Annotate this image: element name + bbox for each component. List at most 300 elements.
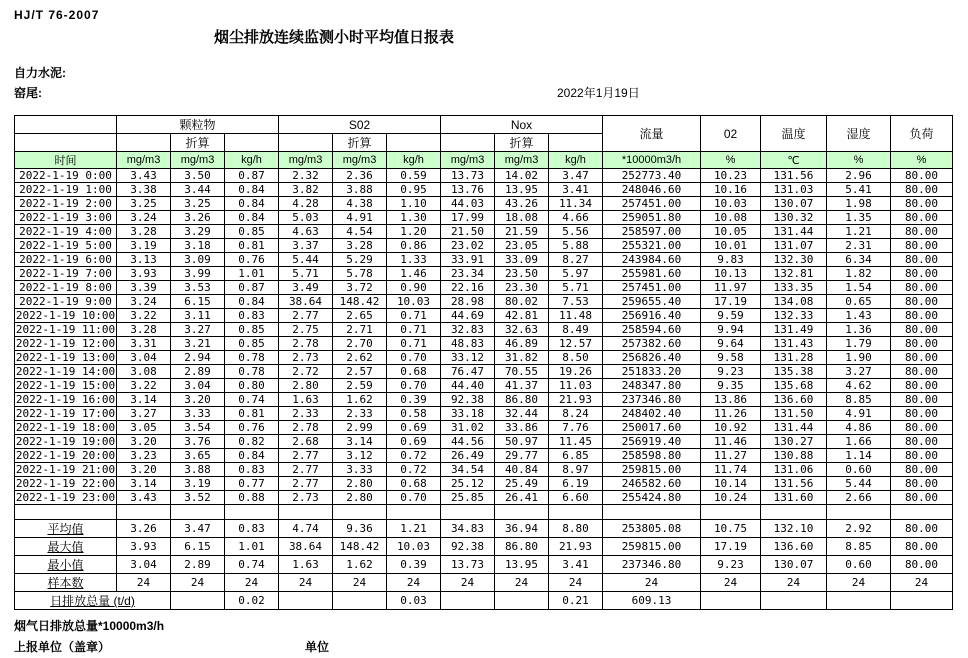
value-cell: 250017.60: [603, 421, 701, 435]
value-cell: 4.38: [333, 197, 387, 211]
col-header-temperature: 温度: [761, 116, 827, 152]
data-row: [15, 225, 953, 239]
value-cell: 0.95: [387, 183, 441, 197]
value-cell: 3.93: [117, 267, 171, 281]
summary-value-cell: 0.83: [225, 520, 279, 538]
value-cell: 0.70: [387, 351, 441, 365]
value-cell: 26.41: [495, 491, 549, 505]
value-cell: 80.00: [891, 239, 953, 253]
value-cell: 42.81: [495, 309, 549, 323]
value-cell: 256919.40: [603, 435, 701, 449]
value-cell: 33.18: [441, 407, 495, 421]
summary-value-cell: 24: [549, 574, 603, 592]
time-cell: 2022-1-19 13:00: [15, 351, 116, 364]
value-cell: 7.76: [549, 421, 603, 435]
value-cell: 131.44: [761, 421, 827, 435]
value-cell: 21.59: [495, 225, 549, 239]
daily-total-value-cell: [441, 592, 495, 610]
empty-cell: [891, 505, 953, 520]
value-cell: 3.82: [279, 183, 333, 197]
value-cell: 2.77: [279, 449, 333, 463]
summary-value-cell: 1.63: [279, 556, 333, 574]
value-cell: 14.02: [495, 169, 549, 183]
value-cell: 0.86: [387, 239, 441, 253]
value-cell: 3.41: [549, 183, 603, 197]
value-cell: 32.83: [441, 323, 495, 337]
value-cell: 2.89: [171, 365, 225, 379]
value-cell: 3.22: [117, 379, 171, 393]
value-cell: 17.19: [701, 295, 761, 309]
data-row: [15, 337, 953, 351]
value-cell: 1.79: [827, 337, 891, 351]
value-cell: 2.36: [333, 169, 387, 183]
value-cell: 130.07: [761, 197, 827, 211]
value-cell: 10.03: [387, 295, 441, 309]
value-cell: 0.78: [225, 351, 279, 365]
daily-total-label-cell: 日排放总量 (t/d): [15, 592, 171, 610]
value-cell: 255321.00: [603, 239, 701, 253]
data-row: [15, 393, 953, 407]
value-cell: 80.00: [891, 393, 953, 407]
time-cell: 2022-1-19 14:00: [15, 365, 116, 378]
value-cell: 0.71: [387, 323, 441, 337]
value-cell: 1.66: [827, 435, 891, 449]
summary-row: [15, 574, 953, 592]
value-cell: 11.27: [701, 449, 761, 463]
summary-value-cell: 253805.08: [603, 520, 701, 538]
value-cell: 6.85: [549, 449, 603, 463]
value-cell: 132.81: [761, 267, 827, 281]
value-cell: 5.71: [549, 281, 603, 295]
value-cell: 8.24: [549, 407, 603, 421]
value-cell: 3.50: [171, 169, 225, 183]
value-cell: 70.55: [495, 365, 549, 379]
value-cell: 10.24: [701, 491, 761, 505]
value-cell: 3.26: [171, 211, 225, 225]
table-header: [15, 116, 953, 169]
value-cell: 31.82: [495, 351, 549, 365]
value-cell: 3.44: [171, 183, 225, 197]
time-cell: 2022-1-19 15:00: [15, 379, 116, 392]
value-cell: 1.98: [827, 197, 891, 211]
value-cell: 80.00: [891, 197, 953, 211]
value-cell: 8.97: [549, 463, 603, 477]
summary-row: [15, 556, 953, 574]
value-cell: 2.57: [333, 365, 387, 379]
value-cell: 13.73: [441, 169, 495, 183]
value-cell: 0.87: [225, 169, 279, 183]
value-cell: 21.93: [549, 393, 603, 407]
value-cell: 33.12: [441, 351, 495, 365]
time-cell: 2022-1-19 10:00: [15, 309, 116, 322]
value-cell: 6.19: [549, 477, 603, 491]
daily-total-value-cell: [827, 592, 891, 610]
group-header-pm: 颗粒物: [117, 116, 279, 134]
value-cell: 2.68: [279, 435, 333, 449]
value-cell: 3.39: [117, 281, 171, 295]
summary-value-cell: 2.92: [827, 520, 891, 538]
value-cell: 257451.00: [603, 281, 701, 295]
unit-cell: *10000m3/h: [603, 152, 701, 169]
value-cell: 2.77: [279, 463, 333, 477]
summary-value-cell: 24: [827, 574, 891, 592]
summary-value-cell: 24: [891, 574, 953, 592]
value-cell: 2.78: [279, 421, 333, 435]
daily-total-value-cell: 609.13: [603, 592, 701, 610]
value-cell: 3.22: [117, 309, 171, 323]
value-cell: 2.96: [827, 169, 891, 183]
value-cell: 0.84: [225, 183, 279, 197]
daily-total-value-cell: [171, 592, 225, 610]
value-cell: 44.56: [441, 435, 495, 449]
value-cell: 0.84: [225, 295, 279, 309]
value-cell: 131.28: [761, 351, 827, 365]
value-cell: 17.99: [441, 211, 495, 225]
summary-value-cell: 92.38: [441, 538, 495, 556]
summary-value-cell: 0.74: [225, 556, 279, 574]
data-row: [15, 197, 953, 211]
value-cell: 3.19: [117, 239, 171, 253]
daily-total-value-cell: [495, 592, 549, 610]
value-cell: 3.04: [117, 351, 171, 365]
summary-value-cell: 80.00: [891, 538, 953, 556]
data-row: [15, 169, 953, 183]
summary-value-cell: 24: [701, 574, 761, 592]
value-cell: 1.63: [279, 393, 333, 407]
value-cell: 3.04: [171, 379, 225, 393]
value-cell: 0.59: [387, 169, 441, 183]
empty-cell: [15, 505, 117, 520]
value-cell: 92.38: [441, 393, 495, 407]
value-cell: 2.59: [333, 379, 387, 393]
value-cell: 2.31: [827, 239, 891, 253]
summary-value-cell: 8.80: [549, 520, 603, 538]
value-cell: 9.83: [701, 253, 761, 267]
value-cell: 2.80: [333, 477, 387, 491]
value-cell: 243984.60: [603, 253, 701, 267]
unit-cell: mg/m3: [441, 152, 495, 169]
value-cell: 3.52: [171, 491, 225, 505]
value-cell: 31.02: [441, 421, 495, 435]
summary-value-cell: 9.36: [333, 520, 387, 538]
empty-cell: [387, 134, 441, 152]
value-cell: 3.20: [117, 435, 171, 449]
value-cell: 130.32: [761, 211, 827, 225]
value-cell: 25.12: [441, 477, 495, 491]
value-cell: 26.49: [441, 449, 495, 463]
value-cell: 3.19: [171, 477, 225, 491]
summary-value-cell: 4.74: [279, 520, 333, 538]
value-cell: 0.72: [387, 449, 441, 463]
value-cell: 12.57: [549, 337, 603, 351]
value-cell: 9.59: [701, 309, 761, 323]
data-row: [15, 435, 953, 449]
value-cell: 4.66: [549, 211, 603, 225]
spacer-row: [15, 505, 953, 520]
value-cell: 258597.00: [603, 225, 701, 239]
value-cell: 130.88: [761, 449, 827, 463]
summary-value-cell: 10.75: [701, 520, 761, 538]
unit-cell: mg/m3: [333, 152, 387, 169]
value-cell: 10.05: [701, 225, 761, 239]
unit-cell: mg/m3: [117, 152, 171, 169]
col-header-load: 负荷: [891, 116, 953, 152]
summary-value-cell: 3.41: [549, 556, 603, 574]
summary-label-cell: 最小值: [15, 556, 117, 574]
report-table: [14, 115, 953, 610]
summary-value-cell: 10.03: [387, 538, 441, 556]
value-cell: 4.54: [333, 225, 387, 239]
value-cell: 3.27: [171, 323, 225, 337]
value-cell: 0.85: [225, 337, 279, 351]
value-cell: 3.05: [117, 421, 171, 435]
value-cell: 131.56: [761, 169, 827, 183]
value-cell: 19.26: [549, 365, 603, 379]
value-cell: 0.71: [387, 337, 441, 351]
value-cell: 50.97: [495, 435, 549, 449]
empty-cell: [603, 505, 701, 520]
value-cell: 256826.40: [603, 351, 701, 365]
value-cell: 257382.60: [603, 337, 701, 351]
empty-corner-cell: [15, 116, 117, 134]
summary-value-cell: 24: [495, 574, 549, 592]
value-cell: 1.54: [827, 281, 891, 295]
value-cell: 2.73: [279, 351, 333, 365]
summary-value-cell: 2.89: [171, 556, 225, 574]
value-cell: 33.86: [495, 421, 549, 435]
value-cell: 1.33: [387, 253, 441, 267]
value-cell: 13.86: [701, 393, 761, 407]
value-cell: 0.83: [225, 463, 279, 477]
value-cell: 41.37: [495, 379, 549, 393]
value-cell: 0.70: [387, 379, 441, 393]
value-cell: 22.16: [441, 281, 495, 295]
time-cell: 2022-1-19 7:00: [15, 267, 117, 281]
value-cell: 3.20: [171, 393, 225, 407]
value-cell: 3.88: [333, 183, 387, 197]
time-cell: 2022-1-19 17:00: [15, 407, 116, 420]
summary-value-cell: 0.39: [387, 556, 441, 574]
value-cell: 5.44: [827, 477, 891, 491]
value-cell: 3.14: [333, 435, 387, 449]
value-cell: 0.70: [387, 491, 441, 505]
value-cell: 5.44: [279, 253, 333, 267]
subheader-nox-converted: 折算: [495, 134, 549, 152]
unit-cell: %: [891, 152, 953, 169]
value-cell: 3.28: [117, 225, 171, 239]
time-cell: 2022-1-19 6:00: [15, 253, 117, 267]
group-header-nox: Nox: [441, 116, 603, 134]
value-cell: 3.31: [117, 337, 171, 351]
value-cell: 0.69: [387, 435, 441, 449]
value-cell: 13.95: [495, 183, 549, 197]
value-cell: 9.23: [701, 365, 761, 379]
value-cell: 5.29: [333, 253, 387, 267]
value-cell: 1.90: [827, 351, 891, 365]
empty-cell: [549, 505, 603, 520]
value-cell: 80.00: [891, 449, 953, 463]
value-cell: 0.90: [387, 281, 441, 295]
value-cell: 9.58: [701, 351, 761, 365]
value-cell: 25.85: [441, 491, 495, 505]
value-cell: 131.50: [761, 407, 827, 421]
site-label: 窑尾:: [14, 86, 42, 100]
summary-value-cell: 1.21: [387, 520, 441, 538]
value-cell: 248402.40: [603, 407, 701, 421]
value-cell: 80.00: [891, 309, 953, 323]
value-cell: 11.45: [549, 435, 603, 449]
summary-row: [15, 520, 953, 538]
value-cell: 0.87: [225, 281, 279, 295]
value-cell: 86.80: [495, 393, 549, 407]
summary-value-cell: 9.23: [701, 556, 761, 574]
value-cell: 135.68: [761, 379, 827, 393]
value-cell: 3.47: [549, 169, 603, 183]
data-row: [15, 309, 953, 323]
value-cell: 1.21: [827, 225, 891, 239]
empty-cell: [333, 505, 387, 520]
value-cell: 131.03: [761, 183, 827, 197]
value-cell: 4.62: [827, 379, 891, 393]
value-cell: 1.62: [333, 393, 387, 407]
time-cell: 2022-1-19 22:00: [15, 477, 116, 490]
value-cell: 10.14: [701, 477, 761, 491]
doc-code: HJ/T 76-2007: [14, 8, 100, 22]
daily-total-value-cell: [333, 592, 387, 610]
daily-total-value-cell: 0.03: [387, 592, 441, 610]
value-cell: 21.50: [441, 225, 495, 239]
value-cell: 148.42: [333, 295, 387, 309]
footer-total-note: 烟气日排放总量*10000m3/h: [14, 619, 165, 633]
unit-cell: kg/h: [387, 152, 441, 169]
summary-row: [15, 538, 953, 556]
value-cell: 3.43: [117, 491, 171, 505]
value-cell: 5.03: [279, 211, 333, 225]
empty-cell: [225, 505, 279, 520]
value-cell: 23.30: [495, 281, 549, 295]
value-cell: 3.27: [117, 407, 171, 421]
data-row: [15, 267, 953, 281]
value-cell: 2.94: [171, 351, 225, 365]
value-cell: 0.81: [225, 407, 279, 421]
value-cell: 6.15: [171, 295, 225, 309]
value-cell: 2.32: [279, 169, 333, 183]
value-cell: 9.64: [701, 337, 761, 351]
value-cell: 2.77: [279, 309, 333, 323]
summary-label-cell: 最大值: [15, 538, 117, 556]
value-cell: 257451.00: [603, 197, 701, 211]
subheader-so2-converted: 折算: [333, 134, 387, 152]
data-row: [15, 463, 953, 477]
value-cell: 2.33: [279, 407, 333, 421]
value-cell: 1.36: [827, 323, 891, 337]
value-cell: 3.08: [117, 365, 171, 379]
summary-value-cell: 17.19: [701, 538, 761, 556]
value-cell: 10.01: [701, 239, 761, 253]
time-cell: 2022-1-19 8:00: [15, 281, 117, 295]
value-cell: 132.33: [761, 309, 827, 323]
value-cell: 18.08: [495, 211, 549, 225]
value-cell: 80.00: [891, 463, 953, 477]
value-cell: 3.20: [117, 463, 171, 477]
value-cell: 80.00: [891, 225, 953, 239]
time-cell: 2022-1-19 20:00: [15, 449, 116, 462]
value-cell: 136.60: [761, 393, 827, 407]
value-cell: 3.23: [117, 449, 171, 463]
value-cell: 246582.60: [603, 477, 701, 491]
data-row: [15, 253, 953, 267]
value-cell: 131.60: [761, 491, 827, 505]
value-cell: 255981.60: [603, 267, 701, 281]
time-cell: 2022-1-19 0:00: [15, 169, 117, 183]
time-cell: 2022-1-19 2:00: [15, 197, 117, 211]
value-cell: 3.88: [171, 463, 225, 477]
value-cell: 33.91: [441, 253, 495, 267]
value-cell: 2.80: [279, 379, 333, 393]
value-cell: 2.72: [279, 365, 333, 379]
value-cell: 80.00: [891, 281, 953, 295]
daily-total-row: [15, 592, 953, 610]
value-cell: 1.46: [387, 267, 441, 281]
value-cell: 1.14: [827, 449, 891, 463]
summary-label-cell: 平均值: [15, 520, 117, 538]
value-cell: 0.78: [225, 365, 279, 379]
summary-value-cell: 148.42: [333, 538, 387, 556]
value-cell: 0.83: [225, 309, 279, 323]
value-cell: 9.35: [701, 379, 761, 393]
data-row: [15, 421, 953, 435]
value-cell: 11.26: [701, 407, 761, 421]
footer-unit-label: 单位: [305, 640, 330, 654]
time-cell: 2022-1-19 4:00: [15, 225, 117, 239]
value-cell: 134.08: [761, 295, 827, 309]
value-cell: 11.46: [701, 435, 761, 449]
value-cell: 258598.80: [603, 449, 701, 463]
summary-value-cell: 6.15: [171, 538, 225, 556]
summary-value-cell: 130.07: [761, 556, 827, 574]
value-cell: 3.14: [117, 477, 171, 491]
value-cell: 131.44: [761, 225, 827, 239]
value-cell: 0.60: [827, 463, 891, 477]
value-cell: 76.47: [441, 365, 495, 379]
value-cell: 3.25: [117, 197, 171, 211]
summary-value-cell: 132.10: [761, 520, 827, 538]
value-cell: 3.24: [117, 211, 171, 225]
unit-cell: mg/m3: [171, 152, 225, 169]
units-row: [15, 152, 953, 169]
value-cell: 80.02: [495, 295, 549, 309]
time-cell: 2022-1-19 9:00: [15, 295, 117, 309]
value-cell: 5.88: [549, 239, 603, 253]
data-row: [15, 295, 953, 309]
value-cell: 0.85: [225, 323, 279, 337]
value-cell: 43.26: [495, 197, 549, 211]
value-cell: 0.69: [387, 421, 441, 435]
col-header-humidity: 湿度: [827, 116, 891, 152]
unit-cell: kg/h: [549, 152, 603, 169]
value-cell: 2.65: [333, 309, 387, 323]
value-cell: 4.28: [279, 197, 333, 211]
value-cell: 23.34: [441, 267, 495, 281]
value-cell: 0.39: [387, 393, 441, 407]
data-row: [15, 449, 953, 463]
daily-total-value-cell: [279, 592, 333, 610]
empty-cell: [117, 134, 171, 152]
value-cell: 23.05: [495, 239, 549, 253]
value-cell: 3.18: [171, 239, 225, 253]
value-cell: 80.00: [891, 407, 953, 421]
summary-value-cell: 80.00: [891, 556, 953, 574]
